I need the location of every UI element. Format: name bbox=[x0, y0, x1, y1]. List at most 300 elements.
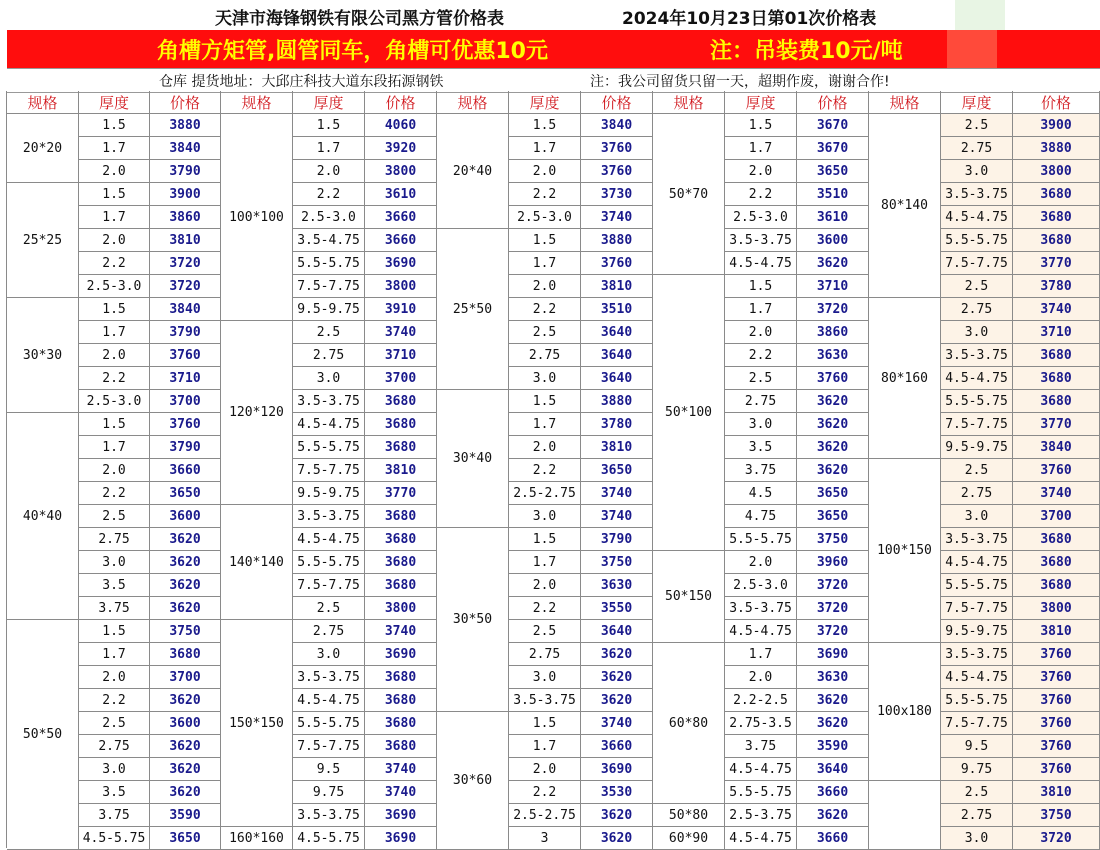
spec-header: 规格 bbox=[7, 91, 79, 114]
price-cell: 3620 bbox=[581, 643, 653, 666]
thickness-cell: 2.5-3.0 bbox=[509, 206, 581, 229]
price-cell: 3670 bbox=[797, 114, 869, 137]
price-cell: 3620 bbox=[797, 459, 869, 482]
thickness-cell: 2.5 bbox=[509, 321, 581, 344]
price-cell: 3780 bbox=[1013, 275, 1100, 298]
thickness-cell: 2.5-2.75 bbox=[509, 482, 581, 505]
thickness-cell: 2.2 bbox=[509, 298, 581, 321]
price-cell: 3740 bbox=[581, 482, 653, 505]
price-cell: 3600 bbox=[150, 712, 221, 735]
thickness-cell: 4.5-4.75 bbox=[941, 666, 1013, 689]
price-cell: 3800 bbox=[365, 597, 437, 620]
thickness-cell: 2.0 bbox=[293, 160, 365, 183]
thickness-cell: 3.5 bbox=[79, 781, 150, 804]
price-cell: 3650 bbox=[797, 160, 869, 183]
price-cell: 3880 bbox=[1013, 137, 1100, 160]
price-cell: 3550 bbox=[581, 597, 653, 620]
thickness-cell: 2.2-2.5 bbox=[725, 689, 797, 712]
thickness-header: 厚度 bbox=[509, 91, 581, 114]
price-cell: 3800 bbox=[1013, 597, 1100, 620]
price-cell: 3680 bbox=[365, 528, 437, 551]
price-cell: 3510 bbox=[797, 183, 869, 206]
thickness-cell: 9.75 bbox=[941, 758, 1013, 781]
price-cell: 3800 bbox=[365, 275, 437, 298]
price-cell: 3620 bbox=[797, 413, 869, 436]
thickness-cell: 9.5 bbox=[293, 758, 365, 781]
price-cell: 3660 bbox=[797, 827, 869, 850]
thickness-cell: 2.0 bbox=[725, 321, 797, 344]
price-cell: 3810 bbox=[581, 275, 653, 298]
price-cell: 3620 bbox=[150, 735, 221, 758]
promo-text: 角槽方矩管,圆管同车，角槽可优惠10元 bbox=[157, 39, 548, 64]
thickness-cell: 3.5-3.75 bbox=[941, 643, 1013, 666]
price-cell: 3620 bbox=[150, 528, 221, 551]
price-cell: 3740 bbox=[365, 321, 437, 344]
thickness-header: 厚度 bbox=[725, 91, 797, 114]
thickness-cell: 2.75 bbox=[509, 344, 581, 367]
thickness-cell: 1.5 bbox=[79, 413, 150, 436]
thickness-cell: 3.0 bbox=[509, 505, 581, 528]
thickness-cell: 1.7 bbox=[725, 643, 797, 666]
price-cell: 3650 bbox=[150, 482, 221, 505]
price-cell: 3740 bbox=[581, 505, 653, 528]
price-cell: 3670 bbox=[797, 137, 869, 160]
thickness-cell: 3.0 bbox=[79, 551, 150, 574]
price-cell: 3680 bbox=[1013, 344, 1100, 367]
thickness-cell: 1.7 bbox=[293, 137, 365, 160]
price-cell: 3690 bbox=[365, 643, 437, 666]
thickness-cell: 9.5-9.75 bbox=[941, 436, 1013, 459]
thickness-cell: 7.5-7.75 bbox=[941, 252, 1013, 275]
thickness-header: 厚度 bbox=[941, 91, 1013, 114]
page-title: 天津市海锋钢铁有限公司黑方管价格表 bbox=[215, 9, 504, 29]
thickness-cell: 2.75 bbox=[509, 643, 581, 666]
price-cell: 3700 bbox=[150, 390, 221, 413]
price-cell: 3700 bbox=[365, 367, 437, 390]
price-cell: 3620 bbox=[797, 436, 869, 459]
price-cell: 3790 bbox=[581, 528, 653, 551]
price-cell: 3640 bbox=[581, 620, 653, 643]
price-cell: 3810 bbox=[1013, 781, 1100, 804]
price-cell: 3760 bbox=[1013, 735, 1100, 758]
thickness-cell: 2.75 bbox=[941, 298, 1013, 321]
price-cell: 3680 bbox=[1013, 574, 1100, 597]
price-cell: 3620 bbox=[797, 252, 869, 275]
price-cell: 3610 bbox=[797, 206, 869, 229]
price-cell: 3610 bbox=[365, 183, 437, 206]
price-cell: 3740 bbox=[365, 781, 437, 804]
thickness-cell: 9.5-9.75 bbox=[293, 482, 365, 505]
price-cell: 3680 bbox=[365, 551, 437, 574]
thickness-cell: 5.5-5.75 bbox=[293, 712, 365, 735]
warehouse-address: 仓库 提货地址：大邱庄科技大道东段拓源钢铁 bbox=[159, 74, 444, 90]
thickness-cell: 2.0 bbox=[509, 275, 581, 298]
thickness-cell: 5.5-5.75 bbox=[293, 252, 365, 275]
price-cell: 3790 bbox=[150, 321, 221, 344]
thickness-cell: 2.75 bbox=[941, 137, 1013, 160]
price-cell: 3510 bbox=[581, 298, 653, 321]
price-cell: 3750 bbox=[150, 620, 221, 643]
thickness-cell: 3.5-3.75 bbox=[293, 666, 365, 689]
thickness-cell: 2.5 bbox=[79, 505, 150, 528]
thickness-cell: 2.2 bbox=[509, 781, 581, 804]
price-cell: 3640 bbox=[581, 367, 653, 390]
thickness-cell: 1.7 bbox=[79, 137, 150, 160]
thickness-cell: 4.5-4.75 bbox=[725, 758, 797, 781]
thickness-cell: 2.5 bbox=[941, 275, 1013, 298]
spec-label: 50*50 bbox=[7, 620, 79, 850]
thickness-cell: 3.5-3.75 bbox=[941, 183, 1013, 206]
price-cell: 3680 bbox=[1013, 183, 1100, 206]
price-cell: 3720 bbox=[797, 574, 869, 597]
thickness-cell: 3.5-3.75 bbox=[293, 505, 365, 528]
thickness-cell: 3.75 bbox=[725, 735, 797, 758]
spec-label: 25*50 bbox=[437, 229, 509, 390]
thickness-cell: 3.0 bbox=[509, 666, 581, 689]
thickness-cell: 2.0 bbox=[79, 344, 150, 367]
thickness-cell: 2.75 bbox=[293, 344, 365, 367]
price-cell: 3620 bbox=[150, 597, 221, 620]
thickness-cell: 5.5-5.75 bbox=[941, 574, 1013, 597]
thickness-cell: 1.5 bbox=[509, 712, 581, 735]
spec-label: 120*120 bbox=[221, 321, 293, 505]
lifting-fee-note: 注：吊装费10元/吨 bbox=[710, 39, 903, 64]
price-cell: 3880 bbox=[581, 229, 653, 252]
thickness-cell: 1.7 bbox=[79, 206, 150, 229]
thickness-cell: 2.0 bbox=[509, 574, 581, 597]
price-cell: 3840 bbox=[581, 114, 653, 137]
thickness-cell: 1.7 bbox=[79, 321, 150, 344]
spec-header: 规格 bbox=[653, 91, 725, 114]
thickness-cell: 1.5 bbox=[79, 183, 150, 206]
price-header: 价格 bbox=[797, 91, 869, 114]
thickness-cell: 2.5 bbox=[941, 459, 1013, 482]
price-cell: 3710 bbox=[1013, 321, 1100, 344]
price-cell: 3760 bbox=[150, 413, 221, 436]
price-cell: 3680 bbox=[365, 712, 437, 735]
price-cell: 3680 bbox=[365, 505, 437, 528]
thickness-cell: 2.75 bbox=[725, 390, 797, 413]
thickness-cell: 1.7 bbox=[725, 298, 797, 321]
price-date: 2024年10月23日第01次价格表 bbox=[622, 9, 877, 29]
thickness-cell: 3.0 bbox=[79, 758, 150, 781]
thickness-cell: 1.7 bbox=[509, 137, 581, 160]
price-cell: 3760 bbox=[1013, 758, 1100, 781]
thickness-cell: 2.0 bbox=[509, 160, 581, 183]
price-cell: 3770 bbox=[365, 482, 437, 505]
thickness-header: 厚度 bbox=[79, 91, 150, 114]
thickness-cell: 3.0 bbox=[941, 160, 1013, 183]
price-cell: 3880 bbox=[581, 390, 653, 413]
price-cell: 3760 bbox=[1013, 643, 1100, 666]
price-cell: 3860 bbox=[150, 206, 221, 229]
price-header: 价格 bbox=[581, 91, 653, 114]
price-cell: 3680 bbox=[365, 666, 437, 689]
thickness-cell: 3.5-3.75 bbox=[293, 390, 365, 413]
spec-label: 50*70 bbox=[653, 114, 725, 275]
price-cell: 3760 bbox=[797, 367, 869, 390]
price-cell: 3660 bbox=[365, 206, 437, 229]
price-cell: 3810 bbox=[581, 436, 653, 459]
thickness-cell: 1.7 bbox=[79, 643, 150, 666]
price-cell: 3650 bbox=[581, 459, 653, 482]
thickness-header: 厚度 bbox=[293, 91, 365, 114]
thickness-cell: 5.5-5.75 bbox=[941, 689, 1013, 712]
thickness-cell: 2.5-2.75 bbox=[509, 804, 581, 827]
spec-label: 100x180 bbox=[869, 643, 941, 781]
price-cell: 3720 bbox=[1013, 827, 1100, 850]
price-cell: 3840 bbox=[1013, 436, 1100, 459]
price-cell: 3620 bbox=[581, 666, 653, 689]
spec-header: 规格 bbox=[221, 91, 293, 114]
price-cell: 3690 bbox=[797, 643, 869, 666]
price-cell: 3620 bbox=[581, 689, 653, 712]
spec-label: 80*160 bbox=[869, 298, 941, 459]
price-cell: 3650 bbox=[797, 482, 869, 505]
price-cell: 3960 bbox=[797, 551, 869, 574]
price-cell: 3770 bbox=[1013, 413, 1100, 436]
hold-policy-note: 注：我公司留货只留一天，超期作废，谢谢合作! bbox=[590, 74, 890, 90]
price-cell: 3780 bbox=[581, 413, 653, 436]
thickness-cell: 4.5-5.75 bbox=[79, 827, 150, 850]
thickness-cell: 3.5-3.75 bbox=[941, 528, 1013, 551]
thickness-cell: 2.2 bbox=[509, 459, 581, 482]
price-header: 价格 bbox=[365, 91, 437, 114]
thickness-cell: 2.2 bbox=[725, 183, 797, 206]
thickness-cell: 2.5 bbox=[293, 597, 365, 620]
thickness-cell: 4.5-4.75 bbox=[293, 413, 365, 436]
price-cell: 3620 bbox=[581, 804, 653, 827]
thickness-cell: 2.75 bbox=[79, 528, 150, 551]
thickness-cell: 3.75 bbox=[79, 804, 150, 827]
price-cell: 3620 bbox=[150, 781, 221, 804]
price-cell: 3810 bbox=[365, 459, 437, 482]
spec-label: 30*30 bbox=[7, 298, 79, 413]
spec-label: 25*25 bbox=[7, 183, 79, 298]
thickness-cell: 1.5 bbox=[509, 390, 581, 413]
thickness-cell: 1.7 bbox=[509, 735, 581, 758]
thickness-cell: 5.5-5.75 bbox=[293, 436, 365, 459]
price-cell: 3760 bbox=[581, 137, 653, 160]
thickness-cell: 2.2 bbox=[79, 252, 150, 275]
price-cell: 3620 bbox=[150, 758, 221, 781]
thickness-cell: 5.5-5.75 bbox=[293, 551, 365, 574]
thickness-cell: 2.5 bbox=[509, 620, 581, 643]
price-cell: 3910 bbox=[365, 298, 437, 321]
thickness-cell: 3.5-3.75 bbox=[509, 689, 581, 712]
thickness-cell: 2.5-3.0 bbox=[293, 206, 365, 229]
spec-label: 140*140 bbox=[221, 505, 293, 620]
thickness-cell: 1.7 bbox=[509, 551, 581, 574]
thickness-cell: 2.0 bbox=[79, 229, 150, 252]
spec-label: 150*150 bbox=[221, 620, 293, 827]
spec-label bbox=[869, 781, 941, 850]
thickness-cell: 4.5-4.75 bbox=[725, 827, 797, 850]
thickness-cell: 5.5-5.75 bbox=[725, 781, 797, 804]
thickness-cell: 1.5 bbox=[509, 528, 581, 551]
thickness-cell: 4.5-4.75 bbox=[293, 689, 365, 712]
price-cell: 3680 bbox=[365, 689, 437, 712]
spec-label: 20*20 bbox=[7, 114, 79, 183]
price-cell: 3740 bbox=[1013, 482, 1100, 505]
price-cell: 3800 bbox=[1013, 160, 1100, 183]
thickness-cell: 2.2 bbox=[509, 597, 581, 620]
price-cell: 4060 bbox=[365, 114, 437, 137]
thickness-cell: 2.5-3.0 bbox=[79, 390, 150, 413]
price-cell: 3760 bbox=[581, 252, 653, 275]
thickness-cell: 9.5-9.75 bbox=[941, 620, 1013, 643]
thickness-cell: 3.0 bbox=[293, 367, 365, 390]
thickness-cell: 2.5 bbox=[293, 321, 365, 344]
thickness-cell: 2.0 bbox=[79, 459, 150, 482]
price-cell: 3650 bbox=[797, 505, 869, 528]
thickness-cell: 1.5 bbox=[79, 620, 150, 643]
price-cell: 3760 bbox=[150, 344, 221, 367]
price-cell: 3720 bbox=[150, 275, 221, 298]
thickness-cell: 3 bbox=[509, 827, 581, 850]
price-cell: 3680 bbox=[1013, 528, 1100, 551]
thickness-cell: 2.2 bbox=[725, 344, 797, 367]
price-cell: 3530 bbox=[581, 781, 653, 804]
price-cell: 3620 bbox=[797, 390, 869, 413]
price-cell: 3720 bbox=[150, 252, 221, 275]
thickness-cell: 2.2 bbox=[509, 183, 581, 206]
thickness-cell: 2.75 bbox=[941, 804, 1013, 827]
thickness-cell: 9.5 bbox=[941, 735, 1013, 758]
thickness-cell: 1.5 bbox=[79, 298, 150, 321]
price-cell: 3740 bbox=[1013, 298, 1100, 321]
spec-label: 60*90 bbox=[653, 827, 725, 850]
thickness-cell: 9.5-9.75 bbox=[293, 298, 365, 321]
price-cell: 3760 bbox=[1013, 459, 1100, 482]
thickness-cell: 2.0 bbox=[509, 758, 581, 781]
price-cell: 3680 bbox=[365, 574, 437, 597]
price-cell: 3690 bbox=[365, 827, 437, 850]
thickness-cell: 4.5-5.75 bbox=[293, 827, 365, 850]
price-cell: 3700 bbox=[150, 666, 221, 689]
thickness-cell: 1.5 bbox=[725, 275, 797, 298]
thickness-cell: 2.75-3.5 bbox=[725, 712, 797, 735]
spec-label: 20*40 bbox=[437, 114, 509, 229]
thickness-cell: 2.0 bbox=[725, 666, 797, 689]
price-cell: 3710 bbox=[365, 344, 437, 367]
spec-label: 30*40 bbox=[437, 390, 509, 528]
thickness-cell: 1.7 bbox=[725, 137, 797, 160]
thickness-cell: 2.5 bbox=[79, 712, 150, 735]
thickness-cell: 3.0 bbox=[941, 505, 1013, 528]
price-cell: 3810 bbox=[1013, 620, 1100, 643]
thickness-cell: 1.5 bbox=[509, 114, 581, 137]
price-cell: 3740 bbox=[581, 206, 653, 229]
thickness-cell: 3.0 bbox=[725, 413, 797, 436]
spec-label: 100*150 bbox=[869, 459, 941, 643]
spec-label: 50*150 bbox=[653, 551, 725, 643]
thickness-cell: 7.5-7.75 bbox=[293, 275, 365, 298]
thickness-cell: 2.0 bbox=[79, 160, 150, 183]
price-cell: 3620 bbox=[581, 827, 653, 850]
price-cell: 3700 bbox=[1013, 505, 1100, 528]
thickness-cell: 2.75 bbox=[293, 620, 365, 643]
price-cell: 3620 bbox=[797, 712, 869, 735]
thickness-cell: 4.5-4.75 bbox=[725, 620, 797, 643]
price-cell: 3840 bbox=[150, 298, 221, 321]
price-cell: 3720 bbox=[797, 597, 869, 620]
spec-label: 50*100 bbox=[653, 275, 725, 551]
price-cell: 3630 bbox=[797, 666, 869, 689]
thickness-cell: 7.5-7.75 bbox=[941, 597, 1013, 620]
thickness-cell: 5.5-5.75 bbox=[941, 390, 1013, 413]
thickness-cell: 2.0 bbox=[725, 160, 797, 183]
spec-label: 60*80 bbox=[653, 643, 725, 804]
price-cell: 3730 bbox=[581, 183, 653, 206]
thickness-cell: 2.75 bbox=[941, 482, 1013, 505]
price-cell: 3680 bbox=[365, 390, 437, 413]
thickness-cell: 7.5-7.75 bbox=[941, 712, 1013, 735]
price-cell: 3800 bbox=[365, 160, 437, 183]
price-cell: 3860 bbox=[797, 321, 869, 344]
price-cell: 3680 bbox=[365, 436, 437, 459]
price-header: 价格 bbox=[150, 91, 221, 114]
price-cell: 3660 bbox=[365, 229, 437, 252]
thickness-cell: 3.5-3.75 bbox=[725, 597, 797, 620]
price-cell: 3750 bbox=[797, 528, 869, 551]
thickness-cell: 2.75 bbox=[79, 735, 150, 758]
price-cell: 3600 bbox=[150, 505, 221, 528]
price-cell: 3750 bbox=[1013, 804, 1100, 827]
price-cell: 3680 bbox=[1013, 390, 1100, 413]
thickness-cell: 3.75 bbox=[725, 459, 797, 482]
price-cell: 3880 bbox=[150, 114, 221, 137]
price-cell: 3720 bbox=[797, 620, 869, 643]
spec-label: 50*80 bbox=[653, 804, 725, 827]
thickness-cell: 2.5-3.75 bbox=[725, 804, 797, 827]
price-cell: 3620 bbox=[797, 689, 869, 712]
price-cell: 3810 bbox=[150, 229, 221, 252]
thickness-cell: 4.5 bbox=[725, 482, 797, 505]
thickness-cell: 3.5-3.75 bbox=[293, 804, 365, 827]
thickness-cell: 3.0 bbox=[941, 827, 1013, 850]
price-cell: 3710 bbox=[797, 275, 869, 298]
price-cell: 3680 bbox=[1013, 229, 1100, 252]
price-cell: 3620 bbox=[797, 804, 869, 827]
spec-label: 30*60 bbox=[437, 712, 509, 850]
price-cell: 3640 bbox=[581, 321, 653, 344]
price-cell: 3640 bbox=[797, 758, 869, 781]
thickness-cell: 5.5-5.75 bbox=[725, 528, 797, 551]
price-cell: 3660 bbox=[797, 781, 869, 804]
price-cell: 3760 bbox=[1013, 666, 1100, 689]
spec-label: 100*100 bbox=[221, 114, 293, 321]
thickness-cell: 7.5-7.75 bbox=[293, 735, 365, 758]
spec-header: 规格 bbox=[437, 91, 509, 114]
thickness-cell: 2.0 bbox=[725, 551, 797, 574]
thickness-cell: 7.5-7.75 bbox=[293, 574, 365, 597]
thickness-cell: 4.5-4.75 bbox=[941, 367, 1013, 390]
price-cell: 3620 bbox=[150, 689, 221, 712]
thickness-cell: 3.5-3.75 bbox=[725, 229, 797, 252]
price-cell: 3620 bbox=[150, 574, 221, 597]
thickness-cell: 2.2 bbox=[79, 689, 150, 712]
thickness-cell: 5.5-5.75 bbox=[941, 229, 1013, 252]
spec-header: 规格 bbox=[869, 91, 941, 114]
price-cell: 3660 bbox=[150, 459, 221, 482]
thickness-cell: 7.5-7.75 bbox=[941, 413, 1013, 436]
thickness-cell: 1.5 bbox=[293, 114, 365, 137]
price-cell: 3760 bbox=[1013, 712, 1100, 735]
price-cell: 3690 bbox=[365, 252, 437, 275]
thickness-cell: 2.0 bbox=[79, 666, 150, 689]
thickness-cell: 9.75 bbox=[293, 781, 365, 804]
